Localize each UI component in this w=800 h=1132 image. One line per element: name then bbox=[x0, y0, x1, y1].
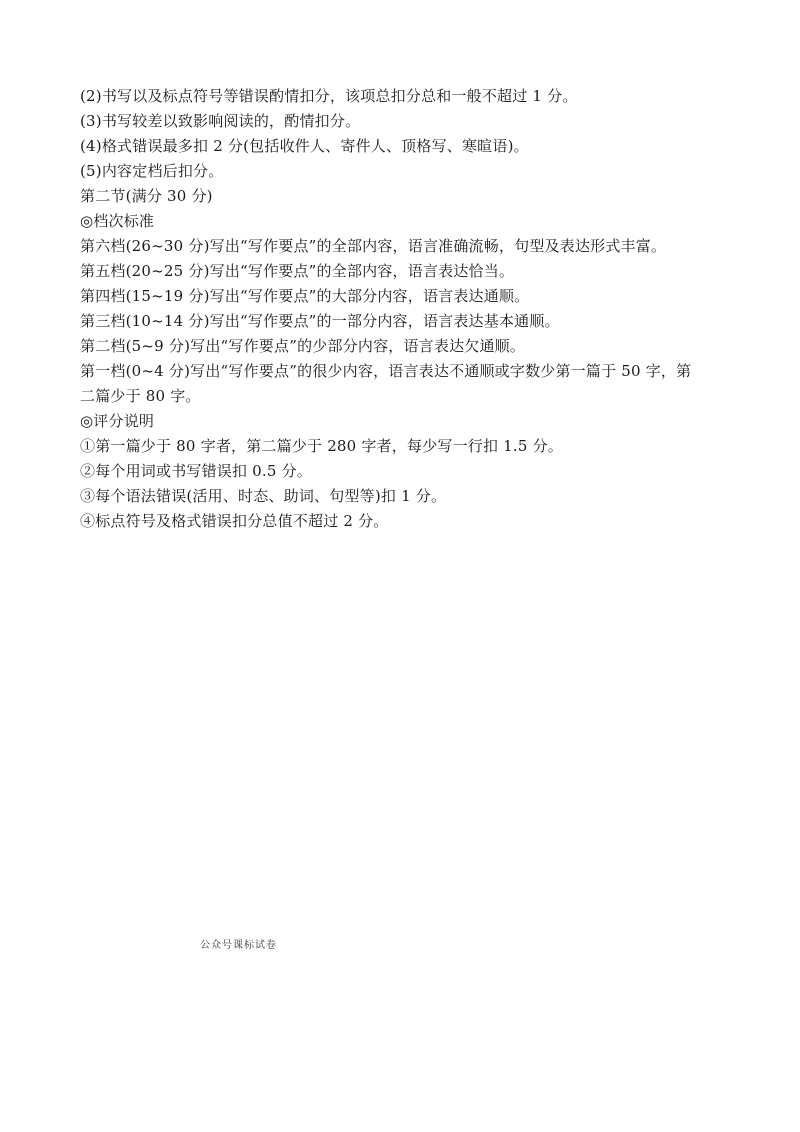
scoring-note-4: ④标点符号及格式错误扣分总值不超过 2 分。 bbox=[80, 512, 389, 530]
scoring-rule-4: (4)格式错误最多扣 2 分(包括收件人、寄件人、顶格写、寒暄语)。 bbox=[80, 137, 529, 155]
grade-level-3: 第三档(10~14 分)写出“写作要点”的一部分内容，语言表达基本通顺。 bbox=[80, 312, 560, 330]
grade-level-6: 第六档(26~30 分)写出“写作要点”的全部内容，语言准确流畅，句型及表达形式丰富。 bbox=[80, 237, 667, 255]
grade-level-1-continued: 二篇少于 80 字。 bbox=[80, 387, 201, 405]
page-footer: 公众号课标试卷 bbox=[200, 940, 277, 951]
grade-level-2: 第二档(5~9 分)写出“写作要点”的少部分内容，语言表达欠通顺。 bbox=[80, 337, 526, 355]
scoring-notes-heading: ◎评分说明 bbox=[80, 412, 155, 430]
scoring-rule-5: (5)内容定档后扣分。 bbox=[80, 162, 224, 180]
scoring-note-3: ③每个语法错误(活用、时态、助词、句型等)扣 1 分。 bbox=[80, 487, 447, 505]
grade-standards-heading: ◎档次标准 bbox=[80, 212, 155, 230]
grade-level-4: 第四档(15~19 分)写出“写作要点”的大部分内容，语言表达通顺。 bbox=[80, 287, 530, 305]
grade-level-1: 第一档(0~4 分)写出“写作要点”的很少内容，语言表达不通顺或字数少第一篇于 50 字，第 bbox=[80, 362, 692, 380]
document-body bbox=[80, 84, 720, 534]
scoring-rule-3: (3)书写较差以致影响阅读的，酌情扣分。 bbox=[80, 112, 361, 130]
grade-level-5: 第五档(20~25 分)写出“写作要点”的全部内容，语言表达恰当。 bbox=[80, 262, 515, 280]
section-heading: 第二节(满分 30 分) bbox=[80, 187, 213, 205]
scoring-note-1: ①第一篇少于 80 字者，第二篇少于 280 字者，每少写一行扣 1.5 分。 bbox=[80, 437, 563, 455]
scoring-note-2: ②每个用词或书写错误扣 0.5 分。 bbox=[80, 462, 312, 480]
scoring-rule-2: (2)书写以及标点符号等错误酌情扣分，该项总扣分总和一般不超过 1 分。 bbox=[80, 87, 578, 105]
